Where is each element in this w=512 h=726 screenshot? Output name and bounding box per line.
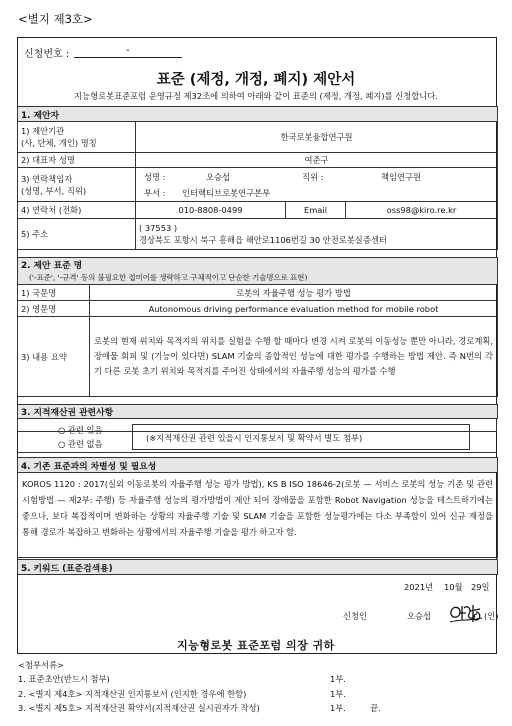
application-number-field[interactable] — [74, 57, 182, 58]
contact-dept-value: 인터랙티브로봇연구본부 — [182, 188, 271, 198]
section-heading-differentiation: 4. 기존 표준과의 차별성 및 필요성 — [18, 458, 498, 473]
section-heading-ip: 3. 지적재산권 관련사항 — [18, 405, 498, 419]
contact-name-value: 오승섭 — [206, 172, 231, 182]
page-subtitle: 지능형로봇표준포럼 운영규정 제32조에 의하여 아래와 같이 표준의 (제정, 개정, 폐지)를 신청합니다. — [74, 91, 438, 101]
contact-position-value: 책임연구원 — [381, 172, 422, 182]
addressee: 지능형로봇 표준포럼 의장 귀하 — [177, 639, 335, 652]
address-value[interactable] — [136, 219, 498, 250]
contact-label: 3) 연락책임자 (성명, 부서, 직위) — [18, 168, 136, 202]
applicant-name[interactable]: 오승섭 — [407, 611, 432, 621]
contact-dept-label: 부서 : — [144, 188, 166, 198]
phone-label: 4) 연락처 (전화) — [18, 202, 136, 219]
form-tag: <별지 제3호> — [18, 12, 93, 26]
section-standard-name — [17, 257, 498, 397]
date-year[interactable]: 2021년 — [404, 582, 434, 592]
section2-heading-text: 2. 제안 표준 명 — [21, 260, 83, 271]
attachments-heading: <첨부서류> — [18, 660, 64, 670]
attachment-item-3: 3. <별지 제5호> 지적재산권 확약서(지적재산권 실시권자가 작성) — [18, 703, 260, 713]
address-label: 5) 주소 — [18, 219, 136, 250]
attachment-item-1: 1. 표준초안(반드시 첨부) — [18, 674, 110, 684]
section-heading-proposer: 1. 제안자 — [18, 107, 498, 122]
postal-code: ( 37553 ) — [139, 223, 178, 233]
attachment-end-mark: 끝. — [370, 703, 381, 713]
section-heading-standard-name — [18, 258, 498, 285]
org-label: 1) 제안기관 (사, 단체, 개인) 명칭 — [18, 122, 136, 153]
summary-label: 3) 내용 요약 — [18, 317, 90, 397]
signature-image — [448, 600, 484, 626]
ip-note: (※지적재산권 관련 있을시 인지통보서 및 확약서 별도 첨부) — [146, 433, 363, 443]
ip-option-related[interactable]: ○ 관련 있음 — [58, 425, 103, 435]
summary-value[interactable]: 로봇의 현재 위치와 목적지의 위치를 실험을 수행 할 때마다 변경 시켜 로봇의 이동성능 뿐만 아니라, 경로계획, 장애물 회피 및 (기능이 있다면) SLAM 기술의 종합적인 성능에 대한 평가를 수행하는 방법 제안. 즉 N번의 각기 다른 로봇 초기 위치와 목적지를 주어진 상태에서의 자율주행 성능의 평가를 수행 — [90, 317, 498, 397]
contact-value[interactable] — [136, 168, 498, 202]
application-number-dash: - — [126, 45, 130, 56]
section-ip — [17, 404, 498, 419]
kor-name-value[interactable]: 로봇의 자율주행 성능 평가 방법 — [90, 285, 498, 301]
section-proposer — [17, 106, 498, 250]
attachment-count-3: 1부. — [330, 703, 346, 713]
ip-option-unrelated[interactable]: ○ 관련 없음 — [58, 439, 103, 449]
attachment-count-2: 1부. — [330, 689, 346, 699]
attachment-item-2: 2. <별지 제4호> 지적재산권 인지통보서 (인지한 경우에 한함) — [18, 689, 247, 699]
eng-name-value[interactable]: Autonomous driving performance evaluation method for mobile robot — [90, 301, 498, 317]
rep-value[interactable]: 여준구 — [136, 153, 498, 168]
applicant-label: 신청인 — [343, 611, 368, 621]
applicant-seal: (인) — [484, 611, 499, 621]
section-keywords — [17, 559, 498, 575]
contact-name-label: 성명 : — [144, 172, 166, 182]
rep-label: 2) 대표자 성명 — [18, 153, 136, 168]
application-number-label: 신청번호 : — [24, 49, 70, 60]
org-value[interactable]: 한국로봇융합연구원 — [136, 122, 498, 153]
kor-name-label: 1) 국문명 — [18, 285, 90, 301]
page-title: 표준 (제정, 개정, 폐지) 제안서 — [156, 72, 356, 88]
date-month[interactable]: 10월 — [444, 582, 463, 592]
address-text: 경상북도 포항시 북구 흥해읍 해안로1106번길 30 안전로봇실증센터 — [139, 235, 387, 245]
eng-name-label: 2) 영문명 — [18, 301, 90, 317]
attachment-count-1: 1부. — [330, 674, 346, 684]
section2-note: ('-표준', '-규격' 등의 불필요한 접미어를 생략하고 구체적이고 단순한 기술명으로 표현) — [29, 272, 308, 282]
differentiation-body[interactable]: KOROS 1120 : 2017(실외 이동로봇의 자율주행 성능 평가 방법), KS B ISO 18646-2(로봇 — 서비스 로봇의 성능 기준 및 관련 시험방법 — 제2부: 주행) 등 자율주행 성능의 평가방법이 제안 되어 장애물을 포함한 Robot Navigation 성능을 테스트하기에는 좋으나, 보다 복잡적이며 변화하는 상황의 자율주행 기술 및 SLAM 기술을 포함한 성능평가에는 다소 부족함이 있어 신규 재정을 통해 경로가 복잡하고 변화하는 상황에서의 자율주행 기술을 평가 하고자 함. — [18, 473, 498, 558]
section-heading-keywords: 5. 키워드 (표준검색용) — [18, 560, 498, 575]
email-value[interactable]: oss98@kiro.re.kr — [346, 202, 498, 219]
email-label: Email — [286, 202, 346, 219]
section-differentiation — [17, 457, 498, 558]
section3-bottom-rule — [17, 452, 497, 453]
phone-value[interactable]: 010-8808-0499 — [136, 202, 286, 219]
contact-position-label: 직위 : — [302, 172, 324, 182]
date-day[interactable]: 29일 — [471, 582, 490, 592]
